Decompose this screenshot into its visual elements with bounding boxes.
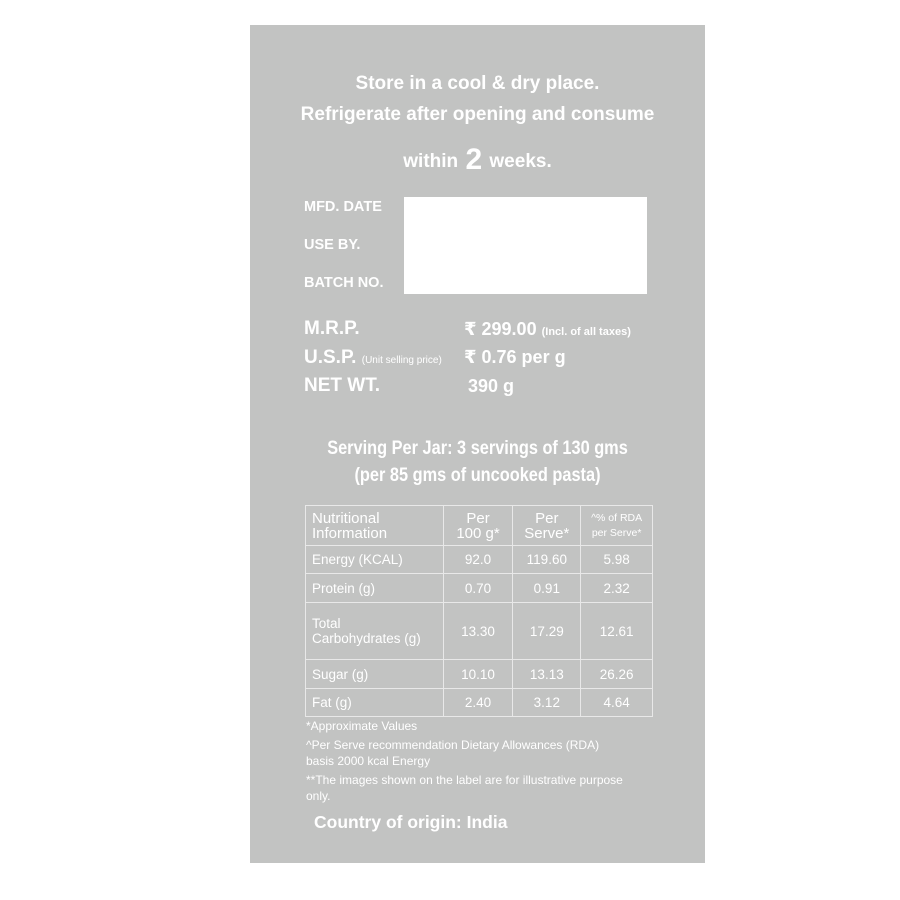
per-serve-value: 0.91	[513, 574, 581, 603]
per-100g-value: 0.70	[443, 574, 513, 603]
usp-value: ₹ 0.76 per g	[464, 347, 566, 367]
per-serve-value: 13.13	[513, 660, 581, 689]
rda-value: 26.26	[581, 660, 653, 689]
rda-value: 5.98	[581, 546, 653, 574]
mrp-amount: ₹ 299.00	[464, 319, 537, 339]
table-row	[306, 660, 653, 689]
per-serve-value: 17.29	[513, 603, 581, 660]
storage-weeks-number: 2	[465, 143, 483, 176]
header-per-100g: Per 100 g*	[443, 506, 513, 546]
mrp-value	[464, 319, 631, 340]
rda-value: 2.32	[581, 574, 653, 603]
product-label-panel	[250, 25, 705, 863]
use-by-label: USE BY.	[304, 237, 361, 253]
rda-value: 4.64	[581, 689, 653, 717]
per-100g-value: 10.10	[443, 660, 513, 689]
nutrient-name: Sugar (g)	[306, 660, 444, 689]
nutrient-name: Energy (KCAL)	[306, 546, 444, 574]
table-row	[306, 689, 653, 717]
storage-instruction-line2: Refrigerate after opening and consume	[300, 104, 655, 125]
per-100g-value: 92.0	[443, 546, 513, 574]
table-row	[306, 546, 653, 574]
nutrient-name: Protein (g)	[306, 574, 444, 603]
mrp-tax-note: (Incl. of all taxes)	[541, 326, 631, 338]
serving-basis: (per 85 gms of uncooked pasta)	[354, 465, 601, 486]
header-rda-per-serve: ^% of RDA per Serve*	[581, 506, 653, 546]
nutrition-table	[305, 505, 653, 717]
date-batch-print-box	[404, 197, 647, 294]
rda-value: 12.61	[581, 603, 653, 660]
nutrient-name: Total Carbohydrates (g)	[306, 603, 444, 660]
storage-instruction-line3	[250, 143, 705, 177]
usp-label	[304, 347, 442, 369]
illustrative-images-note: **The images shown on the label are for illustrative purpose only.	[306, 773, 623, 803]
per-100g-value: 2.40	[443, 689, 513, 717]
usp-label-note: (Unit selling price)	[361, 355, 442, 366]
net-weight-value: 390 g	[468, 376, 515, 396]
storage-instruction-line1: Store in a cool & dry place.	[355, 73, 600, 94]
nutrition-header-row	[306, 506, 653, 546]
storage-within-text: within	[403, 151, 459, 172]
rda-note: ^Per Serve recommendation Dietary Allowances (RDA) basis 2000 kcal Energy	[306, 738, 600, 768]
mrp-label: M.R.P.	[304, 318, 360, 339]
batch-no-label: BATCH NO.	[304, 275, 384, 291]
storage-weeks-text: weeks.	[489, 151, 552, 172]
country-of-origin: Country of origin: India	[314, 812, 508, 832]
usp-label-text: U.S.P.	[304, 347, 357, 368]
net-weight-label: NET WT.	[304, 375, 380, 396]
table-row	[306, 603, 653, 660]
header-nutritional-information: Nutritional Information	[306, 506, 444, 546]
per-serve-value: 119.60	[513, 546, 581, 574]
serving-per-jar: Serving Per Jar: 3 servings of 130 gms	[327, 438, 628, 459]
mfd-date-label: MFD. DATE	[304, 199, 382, 215]
nutrient-name: Fat (g)	[306, 689, 444, 717]
header-per-serve: Per Serve*	[513, 506, 581, 546]
per-100g-value: 13.30	[443, 603, 513, 660]
approximate-values-note: *Approximate Values	[306, 719, 418, 733]
per-serve-value: 3.12	[513, 689, 581, 717]
table-row	[306, 574, 653, 603]
